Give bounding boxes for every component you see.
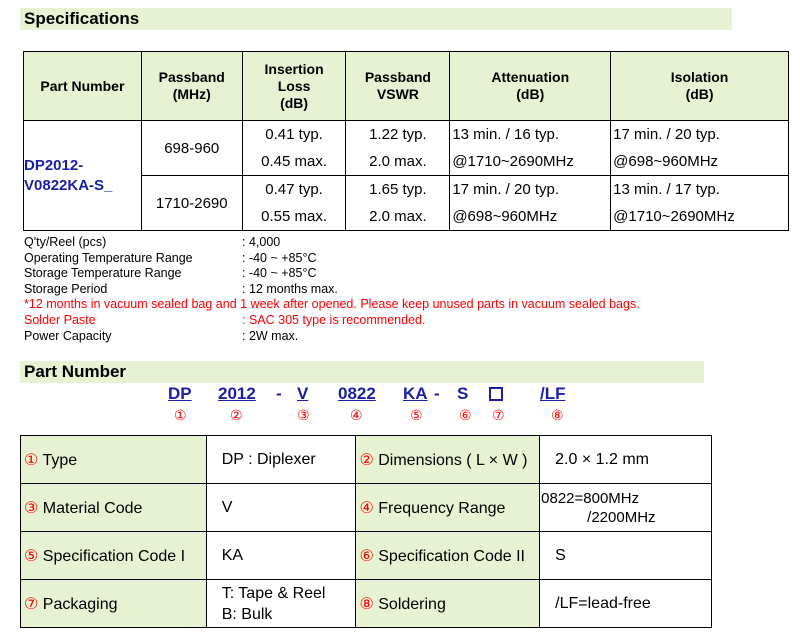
solder-row (24, 313, 425, 329)
code-marker-1: ① (174, 407, 187, 423)
code-frequency: 0822 (338, 384, 376, 403)
code-dash: - (276, 384, 282, 403)
attenuation-freq-cell: @1710~2690MHz (450, 148, 611, 176)
dimensions-label: ② Dimensions ( L × W ) (356, 436, 540, 484)
packaging-square-icon (489, 387, 503, 401)
isolation-cell: 13 min. / 17 typ. (611, 176, 789, 204)
code-dash: - (434, 384, 440, 403)
spec-code-1-value: KA (206, 532, 356, 580)
storage-period-label: Storage Period (24, 281, 108, 296)
part-number-cell: DP2012- V0822KA-S_ (24, 121, 142, 231)
op-temp-value: : -40 ~ +85°C (242, 250, 317, 265)
soldering-label: ⑧ Soldering (356, 580, 540, 628)
col-header-vswr: Passband VSWR (346, 52, 450, 121)
code-series: DP (168, 384, 192, 403)
qty-label: Q'ty/Reel (pcs) (24, 235, 107, 249)
op-temp-row (24, 251, 317, 267)
power-label: Power Capacity (24, 328, 112, 343)
specifications-heading: Specifications (20, 8, 732, 30)
qty-row (24, 235, 280, 251)
soldering-value: /LF=lead-free (540, 580, 712, 628)
power-value: : 2W max. (242, 328, 299, 343)
code-marker-5: ⑤ (410, 407, 423, 423)
storage-period-value: : 12 months max. (242, 281, 338, 296)
material-code-value: V (206, 484, 356, 532)
attenuation-cell: 17 min. / 20 typ. (450, 176, 611, 204)
loss-typ-cell: 0.41 typ. (242, 121, 346, 149)
solder-label: Solder Paste (24, 313, 96, 327)
type-label: ① Type (21, 436, 207, 484)
vswr-max-cell: 2.0 max. (346, 203, 450, 231)
code-marker-2: ② (230, 407, 243, 423)
col-header-part-number: Part Number (24, 52, 142, 121)
loss-typ-cell: 0.47 typ. (242, 176, 346, 204)
frequency-range-label: ④ Frequency Range (356, 484, 540, 532)
isolation-freq-cell: @698~960MHz (611, 148, 789, 176)
spec-code-2-value: S (540, 532, 712, 580)
storage-note: *12 months in vacuum sealed bag and 1 week after opened. Please keep unused parts in vacuum sealed bags. (24, 297, 640, 312)
qty-value: : 4,000 (242, 235, 281, 249)
storage-temp-value: : -40 ~ +85°C (242, 266, 317, 281)
frequency-range-value: 0822=800MHz /2200MHz (540, 484, 712, 532)
col-header-isolation: Isolation (dB) (611, 52, 789, 121)
code-marker-3: ③ (297, 407, 310, 423)
vswr-max-cell: 2.0 max. (346, 148, 450, 176)
passband-cell: 1710-2690 (141, 176, 242, 231)
code-marker-8: ⑧ (551, 407, 564, 423)
col-header-attenuation: Attenuation (dB) (450, 52, 611, 121)
code-material: V (297, 384, 309, 403)
power-row (24, 329, 298, 345)
op-temp-label: Operating Temperature Range (24, 250, 193, 265)
passband-cell: 698-960 (141, 121, 242, 176)
isolation-cell: 17 min. / 20 typ. (611, 121, 789, 149)
dimensions-value: 2.0 × 1.2 mm (540, 436, 712, 484)
code-soldering: /LF (540, 384, 566, 403)
specifications-table (23, 51, 789, 231)
storage-temp-row (24, 266, 317, 282)
part-number-code (0, 382, 800, 430)
spec-code-2-label: ⑥ Specification Code II (356, 532, 540, 580)
spec-code-1-label: ⑤ Specification Code I (21, 532, 207, 580)
code-dimension: 2012 (218, 384, 256, 403)
loss-max-cell: 0.55 max. (242, 203, 346, 231)
packaging-label: ⑦ Packaging (21, 580, 207, 628)
attenuation-cell: 13 min. / 16 typ. (450, 121, 611, 149)
code-marker-6: ⑥ (459, 407, 472, 423)
packaging-value: T: Tape & Reel B: Bulk (206, 580, 356, 628)
material-code-label: ③ Material Code (21, 484, 207, 532)
code-spec-2: S (457, 384, 469, 403)
type-value: DP : Diplexer (206, 436, 356, 484)
vswr-typ-cell: 1.22 typ. (346, 121, 450, 149)
vswr-typ-cell: 1.65 typ. (346, 176, 450, 204)
storage-temp-label: Storage Temperature Range (24, 266, 182, 281)
part-number-heading: Part Number (20, 361, 704, 383)
col-header-insertion-loss: Insertion Loss (dB) (242, 52, 346, 121)
isolation-freq-cell: @1710~2690MHz (611, 203, 789, 231)
code-spec-1: KA (403, 384, 428, 403)
code-marker-7: ⑦ (492, 407, 505, 423)
storage-period-row (24, 282, 338, 298)
loss-max-cell: 0.45 max. (242, 148, 346, 176)
solder-value: : SAC 305 type is recommended. (242, 313, 426, 327)
code-marker-4: ④ (350, 407, 363, 423)
col-header-passband: Passband (MHz) (141, 52, 242, 121)
attenuation-freq-cell: @698~960MHz (450, 203, 611, 231)
part-number-table (20, 435, 712, 628)
